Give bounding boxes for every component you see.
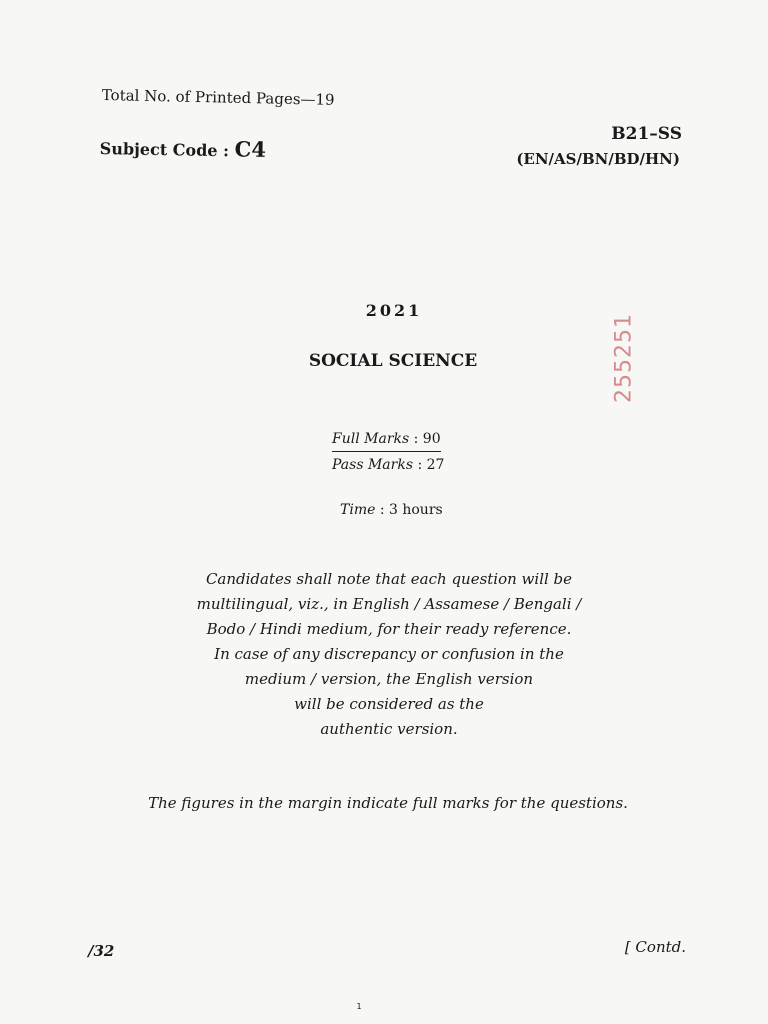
instruction-line: medium / version, the English version <box>244 670 534 688</box>
subject-code <box>100 134 267 162</box>
full-marks <box>332 428 441 452</box>
exam-year: 2021 <box>365 301 423 320</box>
candidate-instructions <box>0 567 768 742</box>
pass-marks <box>332 454 444 476</box>
marks-block <box>332 428 444 476</box>
paper-code: B21–SS <box>611 124 682 144</box>
figures-margin-note: The figures in the margin indicate full marks for the questions. <box>148 794 628 812</box>
full-marks-label: Full Marks <box>332 431 410 447</box>
instruction-line: Candidates shall note that each question will be <box>205 570 573 588</box>
paper-languages: (EN/AS/BN/BD/HN) <box>516 150 680 168</box>
exam-time <box>340 502 443 518</box>
time-value: : 3 hours <box>375 502 443 518</box>
subject-code-label: Subject Code : <box>99 138 235 161</box>
pass-marks-label: Pass Marks <box>332 457 413 473</box>
instruction-line: multilingual, viz., in English / Assamese / Bengali / <box>196 595 582 613</box>
total-printed-pages: Total No. of Printed Pages—19 <box>101 86 335 109</box>
subject-code-value: C4 <box>234 136 267 162</box>
continued-marker: [ Contd. <box>624 938 686 956</box>
instruction-line: In case of any discrepancy or confusion in the <box>214 645 564 663</box>
full-marks-value: : 90 <box>409 431 441 447</box>
page-code: /32 <box>88 942 115 960</box>
page-number: 1 <box>356 1002 362 1011</box>
time-label: Time <box>340 502 376 518</box>
instruction-line: authentic version. <box>320 720 458 738</box>
instruction-line: will be considered as the <box>294 695 484 713</box>
subject-title: SOCIAL SCIENCE <box>308 351 478 371</box>
serial-number-stamp <box>574 308 674 408</box>
serial-number: 255251 <box>611 313 637 403</box>
instruction-line: Bodo / Hindi medium, for their ready reference. <box>206 620 572 638</box>
pass-marks-value: : 27 <box>413 457 445 473</box>
